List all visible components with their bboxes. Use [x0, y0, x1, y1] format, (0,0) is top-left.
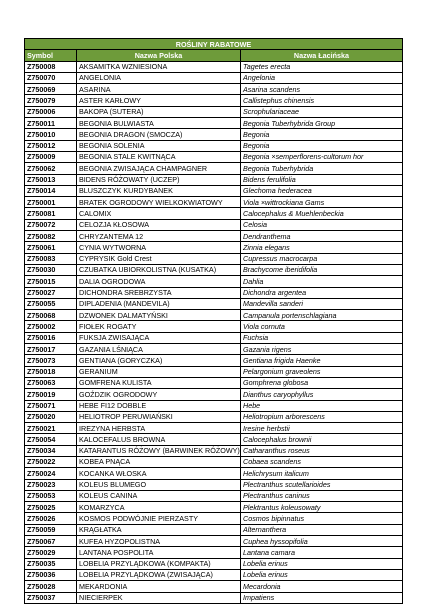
- table-row: [25, 502, 403, 513]
- cell-latin-name: Lantana camara: [241, 547, 403, 558]
- cell-symbol: Z750012: [25, 140, 77, 151]
- table-row: [25, 151, 403, 162]
- cell-latin-name: Zinnia elegans: [241, 242, 403, 253]
- cell-symbol: Z750023: [25, 479, 77, 490]
- table-row: [25, 310, 403, 321]
- cell-polish-name: BEGONIA DRAGON (SMOCZA): [77, 129, 241, 140]
- cell-symbol: Z750009: [25, 151, 77, 162]
- cell-latin-name: Alternanthera: [241, 524, 403, 535]
- cell-polish-name: BAKOPA (SUTERA): [77, 106, 241, 117]
- table-row: [25, 106, 403, 117]
- table-row: [25, 468, 403, 479]
- cell-symbol: Z750026: [25, 513, 77, 524]
- cell-latin-name: Cobaea scandens: [241, 456, 403, 467]
- cell-symbol: Z750006: [25, 106, 77, 117]
- cell-symbol: Z750029: [25, 547, 77, 558]
- cell-polish-name: DICHONDRA SREBRZYSTA: [77, 287, 241, 298]
- table-row: [25, 377, 403, 388]
- cell-latin-name: Plectranthus caninus: [241, 490, 403, 501]
- cell-latin-name: Bidens ferulifolia: [241, 174, 403, 185]
- table-row: [25, 389, 403, 400]
- table-row: [25, 569, 403, 580]
- cell-polish-name: MEKARDONIA: [77, 581, 241, 592]
- table-row: [25, 231, 403, 242]
- table-row: [25, 490, 403, 501]
- cell-polish-name: HELIOTROP PERUWIAŃSKI: [77, 411, 241, 422]
- cell-polish-name: NIECIERPEK: [77, 592, 241, 603]
- table-row: [25, 344, 403, 355]
- cell-polish-name: KATARANTUS RÓŻOWY (BARWINEK RÓŻOWY): [77, 445, 241, 456]
- table-row: [25, 61, 403, 72]
- table-row: [25, 197, 403, 208]
- header-latin-name: Nazwa Łacińska: [241, 50, 403, 61]
- cell-latin-name: Glechoma hederacea: [241, 185, 403, 196]
- cell-symbol: Z750034: [25, 445, 77, 456]
- cell-latin-name: Callistephus chinensis: [241, 95, 403, 106]
- cell-polish-name: BIDENS RÓŻOWATY (UCZEP): [77, 174, 241, 185]
- cell-polish-name: CYPRYSIK Gold Crest: [77, 253, 241, 264]
- cell-latin-name: Asarina scandens: [241, 84, 403, 95]
- cell-symbol: Z750055: [25, 298, 77, 309]
- cell-symbol: Z750059: [25, 524, 77, 535]
- cell-latin-name: Plektrantus koleusowaty: [241, 502, 403, 513]
- cell-polish-name: KOSMOS PODWÓJNIE PIERZASTY: [77, 513, 241, 524]
- cell-latin-name: Calocephalus brownii: [241, 434, 403, 445]
- cell-latin-name: Mecardonia: [241, 581, 403, 592]
- cell-symbol: Z750062: [25, 163, 77, 174]
- cell-latin-name: Dianthus caryophyllus: [241, 389, 403, 400]
- cell-symbol: Z750018: [25, 366, 77, 377]
- cell-polish-name: KOLEUS BLUMEGO: [77, 479, 241, 490]
- cell-polish-name: DALIA OGRODOWA: [77, 276, 241, 287]
- cell-polish-name: GENTIANA (GORYCZKA): [77, 355, 241, 366]
- table-row: [25, 276, 403, 287]
- cell-symbol: Z750017: [25, 344, 77, 355]
- table-title: ROŚLINY RABATOWE: [25, 39, 403, 50]
- cell-symbol: Z750079: [25, 95, 77, 106]
- table-row: [25, 287, 403, 298]
- cell-polish-name: KOMARZYCA: [77, 502, 241, 513]
- table-row: [25, 129, 403, 140]
- table-row: [25, 208, 403, 219]
- header-row: [25, 50, 403, 61]
- cell-latin-name: Plectranthus scutellarioides: [241, 479, 403, 490]
- cell-symbol: Z750069: [25, 84, 77, 95]
- cell-symbol: Z750001: [25, 197, 77, 208]
- table-row: [25, 253, 403, 264]
- cell-latin-name: Calocephalus & Muehlenbeckia: [241, 208, 403, 219]
- table-row: [25, 72, 403, 83]
- cell-symbol: Z750068: [25, 310, 77, 321]
- cell-latin-name: Scrophulariaceae: [241, 106, 403, 117]
- cell-symbol: Z750071: [25, 400, 77, 411]
- cell-latin-name: Celosia: [241, 219, 403, 230]
- cell-polish-name: IREZYNA HERBSTA: [77, 423, 241, 434]
- cell-polish-name: HEBE FI12 DOBBLE: [77, 400, 241, 411]
- cell-symbol: Z750008: [25, 61, 77, 72]
- cell-symbol: Z750030: [25, 264, 77, 275]
- cell-symbol: Z750025: [25, 502, 77, 513]
- cell-symbol: Z750053: [25, 490, 77, 501]
- cell-latin-name: Catharanthus roseus: [241, 445, 403, 456]
- cell-symbol: Z750035: [25, 558, 77, 569]
- cell-latin-name: Campanula portenschlagiana: [241, 310, 403, 321]
- cell-latin-name: Lobelia erinus: [241, 569, 403, 580]
- cell-symbol: Z750015: [25, 276, 77, 287]
- cell-symbol: Z750016: [25, 332, 77, 343]
- cell-polish-name: GAZANIA LŚNIĄCA: [77, 344, 241, 355]
- table-row: [25, 547, 403, 558]
- cell-latin-name: Hebe: [241, 400, 403, 411]
- cell-polish-name: AKSAMITKA WZNIESIONA: [77, 61, 241, 72]
- cell-latin-name: Begonia Tuberhybrida: [241, 163, 403, 174]
- cell-latin-name: Begonia: [241, 140, 403, 151]
- table-row: [25, 174, 403, 185]
- cell-latin-name: Viola ×wittrockiana Gams: [241, 197, 403, 208]
- cell-symbol: Z750002: [25, 321, 77, 332]
- cell-latin-name: Heliotropium arborescens: [241, 411, 403, 422]
- cell-polish-name: KOLEUS CANINA: [77, 490, 241, 501]
- cell-latin-name: Mandevilla sanderi: [241, 298, 403, 309]
- table-row: [25, 242, 403, 253]
- cell-symbol: Z750022: [25, 456, 77, 467]
- table-row: [25, 332, 403, 343]
- cell-symbol: Z750067: [25, 536, 77, 547]
- table-row: [25, 366, 403, 377]
- cell-latin-name: Dahlia: [241, 276, 403, 287]
- table-row: [25, 513, 403, 524]
- cell-latin-name: Gomphrena globosa: [241, 377, 403, 388]
- cell-symbol: Z750020: [25, 411, 77, 422]
- cell-latin-name: Begonia Tuberhybrida Group: [241, 118, 403, 129]
- cell-polish-name: CZUBATKA UBIORKOLISTNA (KUSATKA): [77, 264, 241, 275]
- table-row: [25, 219, 403, 230]
- table-row: [25, 434, 403, 445]
- table-row: [25, 84, 403, 95]
- cell-symbol: Z750028: [25, 581, 77, 592]
- table-row: [25, 95, 403, 106]
- cell-polish-name: ASARINA: [77, 84, 241, 95]
- cell-latin-name: Helichrysum italicum: [241, 468, 403, 479]
- cell-symbol: Z750083: [25, 253, 77, 264]
- table-row: [25, 423, 403, 434]
- cell-symbol: Z750063: [25, 377, 77, 388]
- cell-polish-name: GOMFRENA KULISTA: [77, 377, 241, 388]
- cell-polish-name: LANTANA POSPOLITA: [77, 547, 241, 558]
- cell-polish-name: LOBELIA PRZYLĄDKOWA (KOMPAKTA): [77, 558, 241, 569]
- cell-latin-name: Lobelia erinus: [241, 558, 403, 569]
- cell-polish-name: BEGONIA ZWISAJĄCA CHAMPAGNER: [77, 163, 241, 174]
- cell-polish-name: ANGELONIA: [77, 72, 241, 83]
- header-symbol: Symbol: [25, 50, 77, 61]
- cell-symbol: Z750010: [25, 129, 77, 140]
- cell-latin-name: Dichondra argentea: [241, 287, 403, 298]
- table-row: [25, 298, 403, 309]
- table-row: [25, 163, 403, 174]
- cell-latin-name: Pelargonium graveolens: [241, 366, 403, 377]
- table-row: [25, 456, 403, 467]
- cell-latin-name: Cupressus macrocarpa: [241, 253, 403, 264]
- cell-symbol: Z750082: [25, 231, 77, 242]
- table-row: [25, 581, 403, 592]
- cell-symbol: Z750072: [25, 219, 77, 230]
- cell-polish-name: CELOZJA KŁOSOWA: [77, 219, 241, 230]
- cell-polish-name: FUKSJA ZWISAJĄCA: [77, 332, 241, 343]
- table-row: [25, 264, 403, 275]
- cell-polish-name: ASTER KARŁOWY: [77, 95, 241, 106]
- table-row: [25, 185, 403, 196]
- cell-symbol: Z750054: [25, 434, 77, 445]
- cell-latin-name: Cuphea hyssopifolia: [241, 536, 403, 547]
- cell-polish-name: BLUSZCZYK KURDYBANEK: [77, 185, 241, 196]
- cell-symbol: Z750037: [25, 592, 77, 603]
- cell-latin-name: Tagetes erecta: [241, 61, 403, 72]
- table-row: [25, 592, 403, 603]
- table-row: [25, 479, 403, 490]
- cell-symbol: Z750036: [25, 569, 77, 580]
- cell-latin-name: Begonia ×semperflorens-cultorum hor: [241, 151, 403, 162]
- cell-latin-name: Begonia: [241, 129, 403, 140]
- cell-polish-name: KRĄGŁATKA: [77, 524, 241, 535]
- cell-symbol: Z750024: [25, 468, 77, 479]
- table-row: [25, 445, 403, 456]
- cell-latin-name: Dendranthema: [241, 231, 403, 242]
- cell-latin-name: Iresine herbstii: [241, 423, 403, 434]
- table-row: [25, 411, 403, 422]
- table-row: [25, 400, 403, 411]
- cell-polish-name: FIOŁEK ROGATY: [77, 321, 241, 332]
- cell-latin-name: Gentiana frigida Haenke: [241, 355, 403, 366]
- table-row: [25, 118, 403, 129]
- cell-symbol: Z750021: [25, 423, 77, 434]
- cell-symbol: Z750014: [25, 185, 77, 196]
- cell-polish-name: BEGONIA BULWIASTA: [77, 118, 241, 129]
- cell-symbol: Z750019: [25, 389, 77, 400]
- cell-symbol: Z750013: [25, 174, 77, 185]
- title-row: [25, 39, 403, 50]
- cell-latin-name: Brachycome iberidifolia: [241, 264, 403, 275]
- table-row: [25, 355, 403, 366]
- cell-latin-name: Viola cornuta: [241, 321, 403, 332]
- cell-polish-name: KUFEA HYZOPOLISTNA: [77, 536, 241, 547]
- cell-polish-name: GERANIUM: [77, 366, 241, 377]
- cell-symbol: Z750081: [25, 208, 77, 219]
- cell-polish-name: BRATEK OGRODOWY WIELKOKWIATOWY: [77, 197, 241, 208]
- cell-polish-name: CALOMIX: [77, 208, 241, 219]
- cell-symbol: Z750027: [25, 287, 77, 298]
- cell-symbol: Z750070: [25, 72, 77, 83]
- cell-polish-name: DZWONEK DALMATYŃSKI: [77, 310, 241, 321]
- header-polish-name: Nazwa Polska: [77, 50, 241, 61]
- cell-polish-name: DIPLADENIA (MANDEVILA): [77, 298, 241, 309]
- cell-latin-name: Angelonia: [241, 72, 403, 83]
- cell-polish-name: KOBEA PNĄCA: [77, 456, 241, 467]
- cell-latin-name: Fuchsia: [241, 332, 403, 343]
- table-row: [25, 524, 403, 535]
- cell-polish-name: CYNIA WYTWORNA: [77, 242, 241, 253]
- cell-symbol: Z750061: [25, 242, 77, 253]
- cell-latin-name: Gazania rigens: [241, 344, 403, 355]
- table-row: [25, 140, 403, 151]
- cell-symbol: Z750011: [25, 118, 77, 129]
- cell-polish-name: BEGONIA SOLENIA: [77, 140, 241, 151]
- cell-polish-name: KOCANKA WŁOSKA: [77, 468, 241, 479]
- cell-polish-name: CHRYZANTEMA 12: [77, 231, 241, 242]
- cell-polish-name: GOŹDZIK OGRODOWY: [77, 389, 241, 400]
- cell-latin-name: Impatiens: [241, 592, 403, 603]
- cell-polish-name: KALOCEFALUS BROWNA: [77, 434, 241, 445]
- table-row: [25, 321, 403, 332]
- cell-polish-name: BEGONIA STALE KWITNĄCA: [77, 151, 241, 162]
- plant-table: [24, 38, 403, 604]
- table-row: [25, 536, 403, 547]
- table-row: [25, 558, 403, 569]
- cell-symbol: Z750073: [25, 355, 77, 366]
- cell-latin-name: Cosmos bipinnatus: [241, 513, 403, 524]
- cell-polish-name: LOBELIA PRZYLĄDKOWA (ZWISAJĄCA): [77, 569, 241, 580]
